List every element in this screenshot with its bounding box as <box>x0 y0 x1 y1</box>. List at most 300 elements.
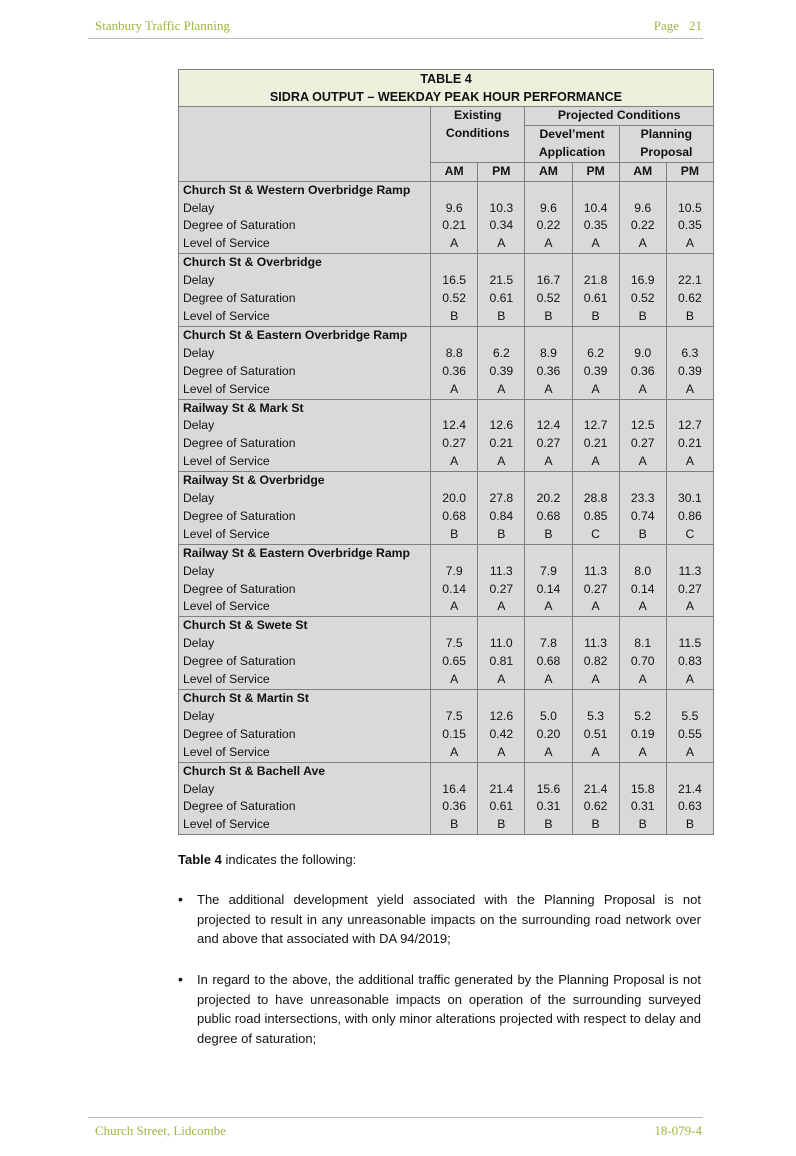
empty-cell <box>478 617 525 635</box>
table-row <box>179 435 714 453</box>
intersection-name: Railway St & Overbridge <box>179 472 431 490</box>
metric-value: 0.86 <box>666 508 713 526</box>
table-row <box>179 453 714 471</box>
projected-header: Projected Conditions <box>525 107 714 126</box>
metric-label: Delay <box>179 345 431 363</box>
metric-value: A <box>619 381 666 399</box>
metric-value: B <box>431 308 478 326</box>
empty-cell <box>619 544 666 562</box>
existing-header: Existing Conditions <box>431 107 525 163</box>
metric-label: Degree of Saturation <box>179 435 431 453</box>
metric-value: A <box>431 598 478 616</box>
metric-value: 0.35 <box>666 217 713 235</box>
metric-value: 0.51 <box>572 726 619 744</box>
table-row <box>179 635 714 653</box>
sidra-table-body <box>179 181 714 835</box>
metric-value: 21.5 <box>478 272 525 290</box>
header-page <box>654 18 702 34</box>
metric-value: B <box>619 308 666 326</box>
page-label: Page <box>653 18 679 33</box>
metric-value: 21.4 <box>666 781 713 799</box>
table-row <box>179 653 714 671</box>
metric-value: B <box>478 816 525 834</box>
metric-value: 0.19 <box>619 726 666 744</box>
metric-value: B <box>619 816 666 834</box>
empty-cell <box>478 254 525 272</box>
empty-cell <box>572 762 619 780</box>
metric-value: B <box>525 816 572 834</box>
table-row <box>179 345 714 363</box>
metric-value: A <box>572 671 619 689</box>
empty-cell <box>431 472 478 490</box>
metric-value: 12.5 <box>619 417 666 435</box>
metric-value: A <box>619 598 666 616</box>
metric-value: 0.27 <box>666 581 713 599</box>
metric-value: 6.2 <box>572 345 619 363</box>
metric-label: Degree of Saturation <box>179 217 431 235</box>
metric-value: 0.36 <box>525 363 572 381</box>
metric-value: 0.65 <box>431 653 478 671</box>
metric-value: B <box>666 308 713 326</box>
table-row <box>179 235 714 253</box>
metric-value: A <box>619 744 666 762</box>
table-row <box>179 744 714 762</box>
metric-value: 7.8 <box>525 635 572 653</box>
empty-cell <box>525 690 572 708</box>
metric-label: Delay <box>179 272 431 290</box>
metric-value: A <box>572 381 619 399</box>
metric-value: 20.2 <box>525 490 572 508</box>
metric-value: 12.4 <box>525 417 572 435</box>
intro-text: indicates the following: <box>221 852 357 867</box>
empty-cell <box>666 181 713 199</box>
bullet-item <box>178 890 701 949</box>
metric-value: 0.20 <box>525 726 572 744</box>
footer-site: Church Street, Lidcombe <box>95 1123 227 1138</box>
metric-value: 0.68 <box>525 508 572 526</box>
table-row <box>179 381 714 399</box>
metric-value: 5.3 <box>572 708 619 726</box>
intersection-row <box>179 399 714 417</box>
metric-value: A <box>572 453 619 471</box>
metric-value: A <box>666 453 713 471</box>
metric-value: A <box>666 598 713 616</box>
bullet-text: In regard to the above, the additional traffic generated by the Planning Proposal is not projected to have unreasonable impacts on operation of the surrounding surveyed public road intersections, with only minor alterations projected with respect to delay and degree of saturation; <box>197 972 701 1046</box>
bullet-icon: • <box>178 971 183 987</box>
empty-cell <box>666 762 713 780</box>
metric-value: A <box>619 671 666 689</box>
metric-value: 21.4 <box>572 781 619 799</box>
table-row <box>179 363 714 381</box>
metric-value: A <box>666 744 713 762</box>
table-row <box>179 526 714 544</box>
bullet-icon: • <box>178 891 183 907</box>
metric-label: Degree of Saturation <box>179 726 431 744</box>
metric-value: 0.42 <box>478 726 525 744</box>
metric-value: 0.36 <box>619 363 666 381</box>
empty-cell <box>478 690 525 708</box>
empty-cell <box>478 399 525 417</box>
metric-value: 0.21 <box>431 217 478 235</box>
metric-value: A <box>525 453 572 471</box>
metric-value: 9.6 <box>431 200 478 218</box>
metric-value: 5.2 <box>619 708 666 726</box>
period-header: AM <box>525 162 572 181</box>
metric-value: 0.31 <box>525 798 572 816</box>
metric-value: 28.8 <box>572 490 619 508</box>
empty-cell <box>572 544 619 562</box>
table-row <box>179 217 714 235</box>
empty-cell <box>478 326 525 344</box>
metric-value: A <box>478 235 525 253</box>
metric-value: 7.9 <box>525 563 572 581</box>
empty-cell <box>619 617 666 635</box>
metric-value: 0.27 <box>431 435 478 453</box>
bullet-item <box>178 970 701 1048</box>
metric-value: 0.27 <box>525 435 572 453</box>
table-row <box>179 726 714 744</box>
empty-cell <box>431 399 478 417</box>
metric-value: B <box>572 308 619 326</box>
period-header: AM <box>619 162 666 181</box>
table-row <box>179 781 714 799</box>
table-row <box>179 798 714 816</box>
intro-table-ref: Table 4 <box>178 852 222 867</box>
metric-value: A <box>525 598 572 616</box>
header-company: Stanbury Traffic Planning <box>95 18 230 33</box>
empty-cell <box>619 472 666 490</box>
metric-value: A <box>431 381 478 399</box>
metric-value: 0.81 <box>478 653 525 671</box>
metric-value: 7.5 <box>431 635 478 653</box>
metric-label: Level of Service <box>179 308 431 326</box>
metric-label: Degree of Saturation <box>179 363 431 381</box>
metric-value: 0.14 <box>431 581 478 599</box>
empty-cell <box>619 181 666 199</box>
metric-label: Degree of Saturation <box>179 653 431 671</box>
metric-value: 10.3 <box>478 200 525 218</box>
metric-value: 0.61 <box>478 290 525 308</box>
metric-label: Level of Service <box>179 598 431 616</box>
table-row <box>179 508 714 526</box>
metric-value: 8.9 <box>525 345 572 363</box>
metric-value: 12.6 <box>478 708 525 726</box>
sidra-table <box>178 69 714 835</box>
metric-label: Degree of Saturation <box>179 798 431 816</box>
metric-value: 8.8 <box>431 345 478 363</box>
metric-label: Delay <box>179 635 431 653</box>
table-row <box>179 417 714 435</box>
empty-cell <box>525 254 572 272</box>
metric-value: 0.52 <box>619 290 666 308</box>
metric-value: A <box>478 598 525 616</box>
metric-value: 15.6 <box>525 781 572 799</box>
intersection-row <box>179 690 714 708</box>
metric-value: B <box>619 526 666 544</box>
metric-value: 8.1 <box>619 635 666 653</box>
intersection-name: Church St & Overbridge <box>179 254 431 272</box>
table-row <box>179 490 714 508</box>
metric-label: Level of Service <box>179 744 431 762</box>
table-row <box>179 290 714 308</box>
intersection-row <box>179 617 714 635</box>
metric-label: Degree of Saturation <box>179 290 431 308</box>
metric-value: 15.8 <box>619 781 666 799</box>
metric-value: 12.4 <box>431 417 478 435</box>
table-row <box>179 200 714 218</box>
metric-value: 12.7 <box>572 417 619 435</box>
metric-value: 12.7 <box>666 417 713 435</box>
empty-cell <box>525 326 572 344</box>
empty-cell <box>431 181 478 199</box>
devel-header: Devel’ment Application <box>525 125 619 162</box>
metric-value: 11.5 <box>666 635 713 653</box>
metric-label: Delay <box>179 781 431 799</box>
empty-cell <box>431 690 478 708</box>
intersection-row <box>179 762 714 780</box>
corner-cell <box>179 107 431 182</box>
metric-value: 11.3 <box>478 563 525 581</box>
metric-label: Delay <box>179 708 431 726</box>
empty-cell <box>666 544 713 562</box>
metric-value: 6.3 <box>666 345 713 363</box>
footer-ref: 18-079-4 <box>654 1123 702 1138</box>
metric-value: 0.31 <box>619 798 666 816</box>
empty-cell <box>431 617 478 635</box>
metric-value: C <box>666 526 713 544</box>
metric-value: 11.3 <box>666 563 713 581</box>
period-header: AM <box>431 162 478 181</box>
empty-cell <box>478 472 525 490</box>
metric-value: 0.63 <box>666 798 713 816</box>
metric-label: Level of Service <box>179 671 431 689</box>
metric-value: 0.62 <box>666 290 713 308</box>
metric-value: 22.1 <box>666 272 713 290</box>
period-header: PM <box>572 162 619 181</box>
metric-label: Degree of Saturation <box>179 508 431 526</box>
metric-value: B <box>572 816 619 834</box>
metric-value: 9.6 <box>525 200 572 218</box>
metric-value: 27.8 <box>478 490 525 508</box>
empty-cell <box>478 762 525 780</box>
metric-value: A <box>525 235 572 253</box>
metric-value: A <box>572 744 619 762</box>
intersection-name: Railway St & Eastern Overbridge Ramp <box>179 544 431 562</box>
metric-value: 5.0 <box>525 708 572 726</box>
intersection-name: Church St & Bachell Ave <box>179 762 431 780</box>
empty-cell <box>431 326 478 344</box>
table-row <box>179 308 714 326</box>
planning-header: Planning Proposal <box>619 125 713 162</box>
metric-value: 16.5 <box>431 272 478 290</box>
metric-value: 7.9 <box>431 563 478 581</box>
metric-value: B <box>431 526 478 544</box>
empty-cell <box>572 181 619 199</box>
metric-value: 0.85 <box>572 508 619 526</box>
table-row <box>179 598 714 616</box>
metric-value: A <box>431 744 478 762</box>
empty-cell <box>619 762 666 780</box>
metric-value: A <box>572 598 619 616</box>
metric-label: Delay <box>179 200 431 218</box>
metric-value: 0.83 <box>666 653 713 671</box>
metric-value: 0.39 <box>572 363 619 381</box>
metric-value: 0.82 <box>572 653 619 671</box>
empty-cell <box>431 254 478 272</box>
table-row <box>179 708 714 726</box>
empty-cell <box>666 326 713 344</box>
empty-cell <box>572 399 619 417</box>
metric-label: Degree of Saturation <box>179 581 431 599</box>
table-row <box>179 272 714 290</box>
intersection-name: Church St & Swete St <box>179 617 431 635</box>
metric-value: 30.1 <box>666 490 713 508</box>
empty-cell <box>619 690 666 708</box>
metric-value: 0.68 <box>525 653 572 671</box>
metric-value: B <box>478 308 525 326</box>
empty-cell <box>525 617 572 635</box>
metric-value: A <box>619 453 666 471</box>
metric-value: 16.9 <box>619 272 666 290</box>
metric-value: A <box>478 671 525 689</box>
metric-value: 11.3 <box>572 635 619 653</box>
metric-value: 10.4 <box>572 200 619 218</box>
metric-value: 0.27 <box>619 435 666 453</box>
metric-value: A <box>525 381 572 399</box>
empty-cell <box>525 762 572 780</box>
empty-cell <box>572 254 619 272</box>
empty-cell <box>666 254 713 272</box>
metric-value: 12.6 <box>478 417 525 435</box>
intersection-row <box>179 544 714 562</box>
metric-label: Level of Service <box>179 526 431 544</box>
empty-cell <box>478 544 525 562</box>
empty-cell <box>619 326 666 344</box>
metric-value: 0.52 <box>431 290 478 308</box>
metric-value: 0.70 <box>619 653 666 671</box>
empty-cell <box>619 254 666 272</box>
metric-value: 0.39 <box>478 363 525 381</box>
intersection-name: Church St & Eastern Overbridge Ramp <box>179 326 431 344</box>
metric-value: A <box>666 671 713 689</box>
metric-value: 0.84 <box>478 508 525 526</box>
metric-value: 0.14 <box>619 581 666 599</box>
metric-label: Delay <box>179 417 431 435</box>
empty-cell <box>572 617 619 635</box>
metric-value: A <box>478 453 525 471</box>
empty-cell <box>525 181 572 199</box>
intersection-row <box>179 326 714 344</box>
metric-value: 0.34 <box>478 217 525 235</box>
metric-value: 0.21 <box>666 435 713 453</box>
metric-value: 23.3 <box>619 490 666 508</box>
metric-label: Level of Service <box>179 453 431 471</box>
period-header: PM <box>478 162 525 181</box>
metric-value: 21.8 <box>572 272 619 290</box>
metric-value: A <box>572 235 619 253</box>
empty-cell <box>619 399 666 417</box>
metric-value: 0.61 <box>478 798 525 816</box>
intersection-row <box>179 254 714 272</box>
metric-label: Delay <box>179 490 431 508</box>
table-row <box>179 671 714 689</box>
empty-cell <box>572 326 619 344</box>
metric-value: 10.5 <box>666 200 713 218</box>
metric-value: A <box>478 744 525 762</box>
empty-cell <box>478 181 525 199</box>
metric-label: Level of Service <box>179 381 431 399</box>
empty-cell <box>666 399 713 417</box>
metric-value: 0.68 <box>431 508 478 526</box>
metric-value: A <box>525 671 572 689</box>
empty-cell <box>666 472 713 490</box>
metric-value: B <box>478 526 525 544</box>
intersection-name: Church St & Western Overbridge Ramp <box>179 181 431 199</box>
metric-value: 0.27 <box>572 581 619 599</box>
metric-value: 7.5 <box>431 708 478 726</box>
metric-value: 0.36 <box>431 798 478 816</box>
metric-value: 0.39 <box>666 363 713 381</box>
empty-cell <box>525 472 572 490</box>
metric-value: 16.7 <box>525 272 572 290</box>
metric-value: 0.27 <box>478 581 525 599</box>
table-subtitle: SIDRA OUTPUT – WEEKDAY PEAK HOUR PERFORMANCE <box>269 90 623 104</box>
metric-value: 0.52 <box>525 290 572 308</box>
empty-cell <box>572 690 619 708</box>
metric-value: 16.4 <box>431 781 478 799</box>
metric-value: A <box>666 381 713 399</box>
metric-value: A <box>431 235 478 253</box>
metric-value: 0.62 <box>572 798 619 816</box>
metric-value: A <box>619 235 666 253</box>
metric-value: 0.21 <box>478 435 525 453</box>
header-rule <box>88 38 703 39</box>
metric-value: B <box>431 816 478 834</box>
metric-value: 0.22 <box>619 217 666 235</box>
empty-cell <box>525 399 572 417</box>
metric-label: Level of Service <box>179 816 431 834</box>
table-intro <box>178 850 701 870</box>
bullet-text: The additional development yield associated with the Planning Proposal is not projected to result in any unreasonable impacts on the surrounding road network over and above that associated with DA 94/2019; <box>197 892 701 946</box>
table-title: TABLE 4 <box>420 72 472 86</box>
metric-value: 21.4 <box>478 781 525 799</box>
metric-value: 11.0 <box>478 635 525 653</box>
intersection-name: Church St & Martin St <box>179 690 431 708</box>
empty-cell <box>666 617 713 635</box>
metric-value: 5.5 <box>666 708 713 726</box>
empty-cell <box>431 544 478 562</box>
empty-cell <box>572 472 619 490</box>
footer-rule <box>88 1117 703 1118</box>
metric-value: 0.21 <box>572 435 619 453</box>
metric-value: 8.0 <box>619 563 666 581</box>
table-row <box>179 581 714 599</box>
metric-value: 9.0 <box>619 345 666 363</box>
metric-value: B <box>525 308 572 326</box>
metric-value: 20.0 <box>431 490 478 508</box>
table-row <box>179 816 714 834</box>
metric-label: Level of Service <box>179 235 431 253</box>
metric-label: Delay <box>179 563 431 581</box>
metric-value: 0.35 <box>572 217 619 235</box>
metric-value: 0.22 <box>525 217 572 235</box>
metric-value: 0.55 <box>666 726 713 744</box>
intersection-name: Railway St & Mark St <box>179 399 431 417</box>
metric-value: 0.14 <box>525 581 572 599</box>
metric-value: 0.36 <box>431 363 478 381</box>
metric-value: 0.74 <box>619 508 666 526</box>
metric-value: B <box>525 526 572 544</box>
